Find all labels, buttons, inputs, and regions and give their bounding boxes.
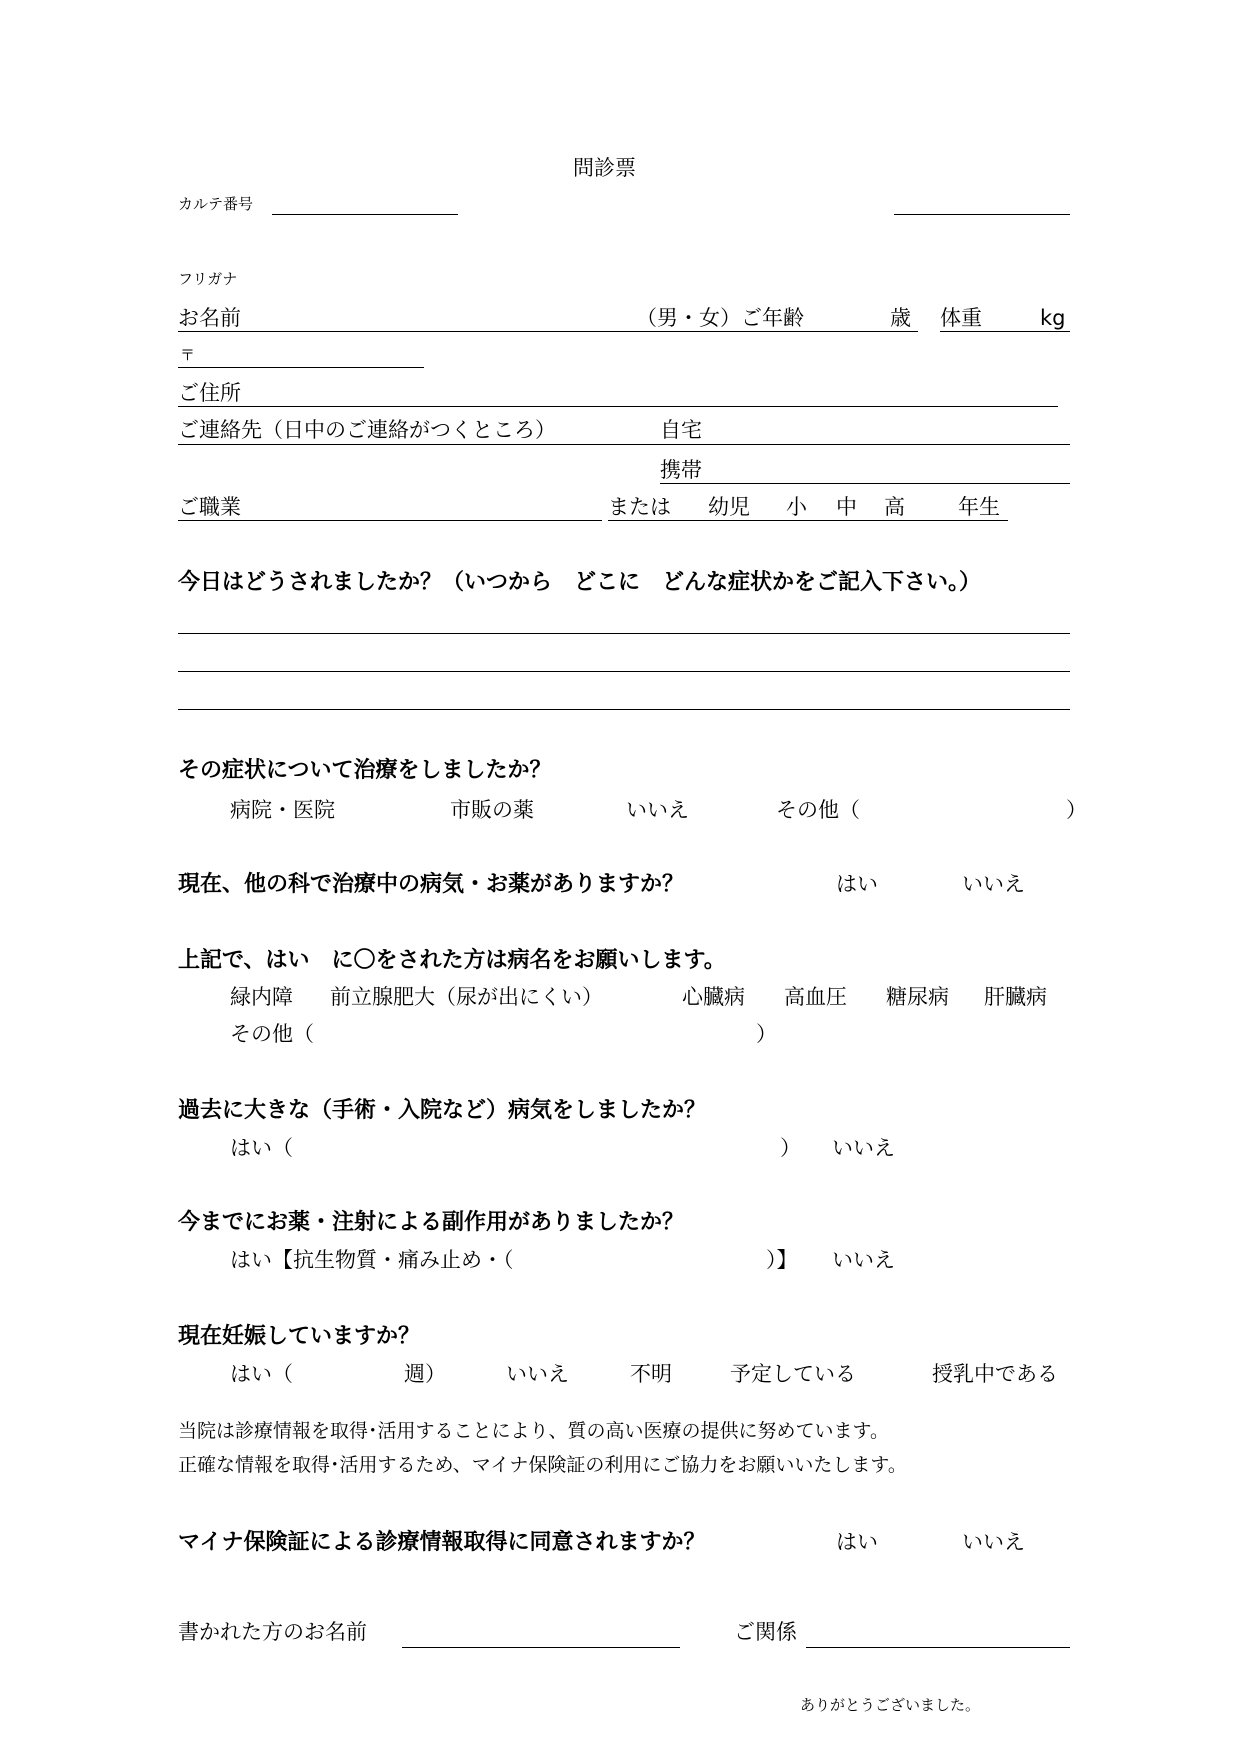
writer-name-field[interactable]: [402, 1647, 680, 1648]
high-option[interactable]: 高: [884, 495, 905, 519]
disease-heart[interactable]: 心臓病: [682, 985, 745, 1009]
disease-other-close: ）: [756, 1022, 777, 1046]
question-current-treatment: 現在、他の科で治療中の病気・お薬がありますか？: [178, 872, 685, 897]
name-label: お名前: [178, 306, 241, 330]
option-no[interactable]: いいえ: [626, 798, 689, 822]
disease-diabetes[interactable]: 糖尿病: [886, 985, 949, 1009]
question-past-illness: 過去に大きな（手術・入院など）病気をしましたか？: [178, 1098, 707, 1123]
question-side-effects: 今までにお薬・注射による副作用がありましたか？: [178, 1210, 685, 1235]
current-treatment-no[interactable]: いいえ: [962, 872, 1025, 896]
postal-code-field[interactable]: [178, 367, 424, 368]
consent-no[interactable]: いいえ: [962, 1530, 1025, 1554]
form-title: 問診票: [573, 156, 636, 180]
chart-number-field[interactable]: [272, 214, 458, 215]
disease-prostate[interactable]: 前立腺肥大（尿が出にくい）: [330, 985, 603, 1009]
consent-yes[interactable]: はい: [836, 1530, 878, 1554]
name-field[interactable]: [178, 331, 918, 332]
contact-label: ご連絡先（日中のご連絡がつくところ）: [178, 418, 556, 442]
question-disease-name: 上記で、はい に〇をされた方は病名をお願いします。: [178, 948, 726, 973]
symptoms-line-1[interactable]: [178, 633, 1070, 634]
pregnancy-weeks: 週）: [404, 1362, 446, 1386]
symptoms-line-3[interactable]: [178, 709, 1070, 710]
question-prior-treatment: その症状について治療をしましたか？: [178, 758, 552, 783]
relation-field[interactable]: [806, 1647, 1070, 1648]
side-effects-yes[interactable]: はい【抗生物質・痛み止め・（: [230, 1248, 514, 1272]
gender-age-label: （男・女）ご年齢: [636, 306, 804, 330]
occupation-field[interactable]: [178, 520, 602, 521]
postal-mark: 〒: [180, 346, 196, 364]
notice-line-2: 正確な情報を取得･活用するため、マイナ保険証の利用にご協力をお願いいたします。: [178, 1454, 907, 1476]
age-unit: 歳: [890, 306, 911, 330]
disease-glaucoma[interactable]: 緑内障: [230, 985, 293, 1009]
symptoms-line-2[interactable]: [178, 671, 1070, 672]
current-treatment-yes[interactable]: はい: [836, 872, 878, 896]
pregnancy-planned[interactable]: 予定している: [730, 1362, 856, 1386]
address-field[interactable]: [178, 406, 1058, 407]
grade-label: 年生: [958, 495, 1000, 519]
mobile-phone-label: 携帯: [660, 458, 702, 482]
disease-liver[interactable]: 肝臓病: [984, 985, 1047, 1009]
address-label: ご住所: [178, 381, 241, 405]
pregnancy-no[interactable]: いいえ: [506, 1362, 569, 1386]
side-effects-close: ）】: [766, 1248, 798, 1272]
question-symptoms: 今日はどうされましたか？（いつから どこに どんな症状かをご記入下さい。）: [178, 570, 982, 595]
side-effects-no[interactable]: いいえ: [832, 1248, 895, 1272]
weight-label: 体重: [940, 306, 982, 330]
disease-hypertension[interactable]: 高血圧: [784, 985, 847, 1009]
breastfeeding[interactable]: 授乳中である: [932, 1362, 1058, 1386]
option-other[interactable]: その他（: [776, 798, 860, 822]
disease-other[interactable]: その他（: [230, 1022, 314, 1046]
thanks-message: ありがとうございました。: [800, 1696, 981, 1714]
mobile-phone-field[interactable]: [660, 483, 1070, 484]
option-hospital[interactable]: 病院・医院: [230, 798, 335, 822]
school-grade-field[interactable]: [608, 520, 1008, 521]
home-phone-field[interactable]: [178, 444, 1070, 445]
chart-number-label: カルテ番号: [178, 195, 254, 213]
question-consent: マイナ保険証による診療情報取得に同意されますか？: [178, 1530, 706, 1555]
other-close-paren: ）: [1066, 798, 1087, 822]
question-pregnancy: 現在妊娠していますか？: [178, 1324, 421, 1349]
pregnancy-yes[interactable]: はい（: [230, 1362, 293, 1386]
past-illness-no[interactable]: いいえ: [832, 1136, 895, 1160]
past-illness-yes[interactable]: はい（: [230, 1136, 293, 1160]
child-option[interactable]: 幼児: [708, 495, 750, 519]
furigana-label: フリガナ: [178, 270, 238, 288]
elementary-option[interactable]: 小: [786, 495, 807, 519]
occupation-label: ご職業: [178, 495, 241, 519]
date-field[interactable]: [894, 214, 1070, 215]
option-otc-medicine[interactable]: 市販の薬: [450, 798, 534, 822]
middle-option[interactable]: 中: [836, 495, 857, 519]
pregnancy-unknown[interactable]: 不明: [630, 1362, 672, 1386]
past-illness-close: ）: [780, 1136, 801, 1160]
notice-line-1: 当院は診療情報を取得･活用することにより、質の高い医療の提供に努めています。: [178, 1420, 889, 1442]
weight-unit: kg: [1040, 306, 1066, 330]
home-phone-label: 自宅: [660, 418, 702, 442]
relation-label: ご関係: [734, 1620, 797, 1644]
weight-field[interactable]: [940, 331, 1070, 332]
writer-name-label: 書かれた方のお名前: [178, 1620, 367, 1644]
or-label: または: [608, 495, 671, 519]
